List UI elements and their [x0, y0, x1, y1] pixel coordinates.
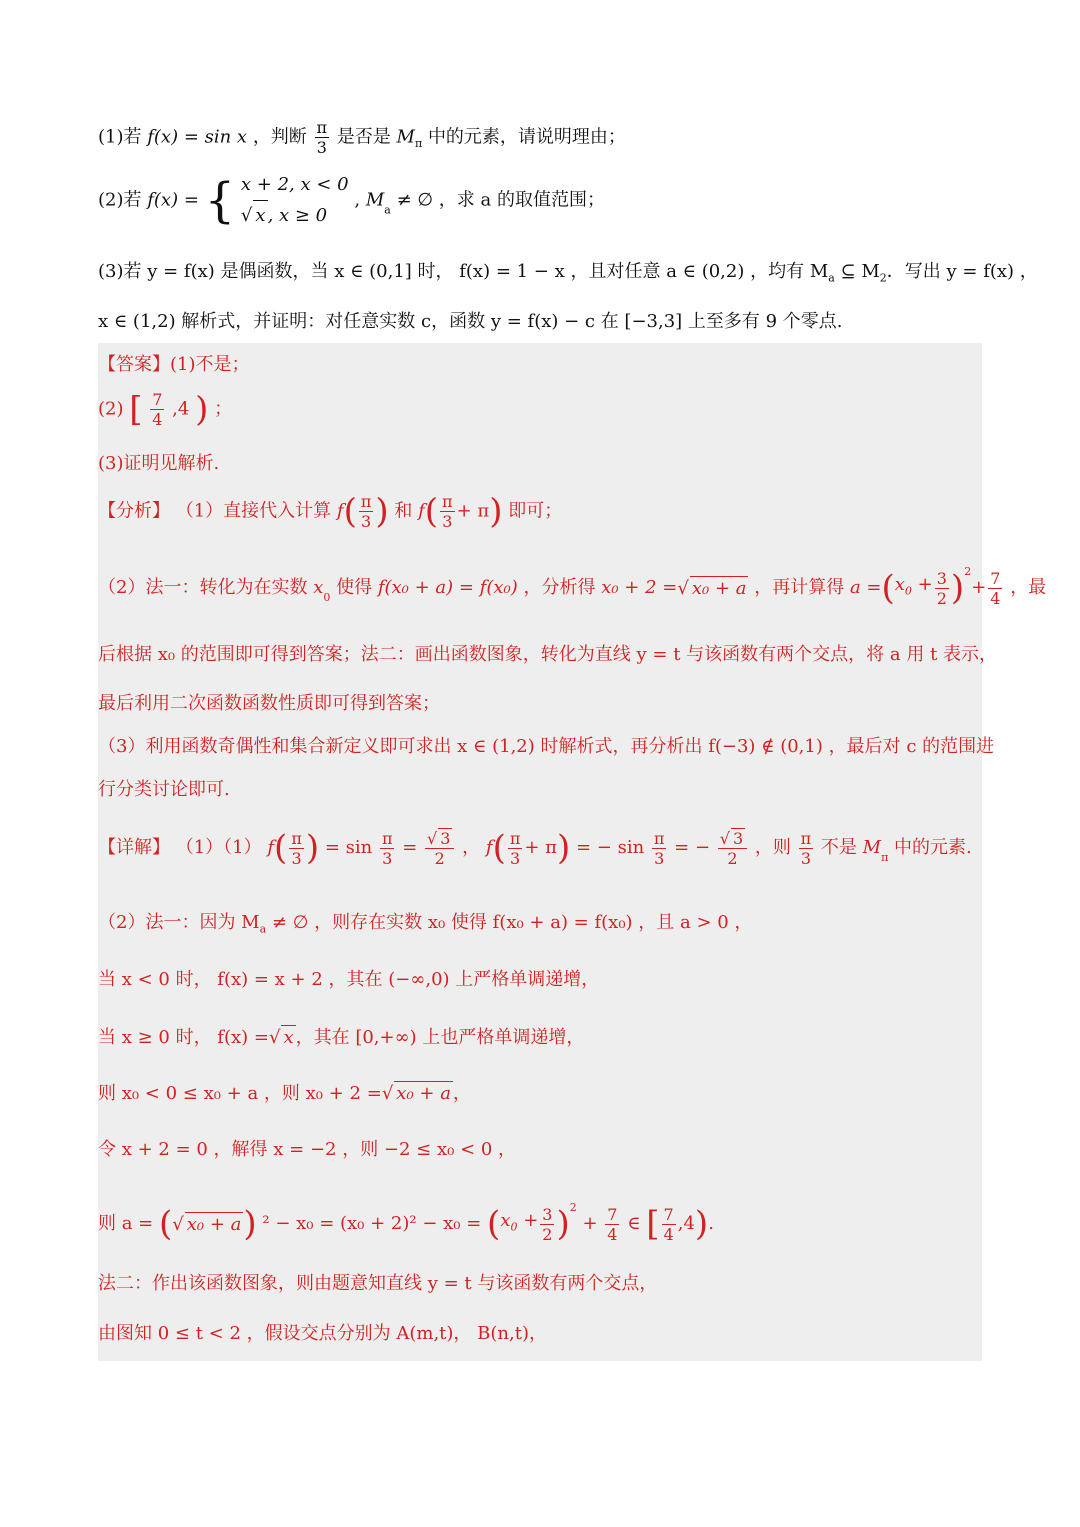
detail-2-line1-sub: a — [259, 922, 267, 936]
q2-brace: { — [204, 172, 236, 229]
q1-text-d: 中的元素，请说明理由； — [427, 126, 626, 148]
detail-1-a: （1）（1） — [175, 837, 262, 858]
analysis-2-line2: 后根据 x₀ 的范围即可得到答案；法二：画出函数图象，转化为直线 y = t 与该函数有两个交点，将 a 用 t 表示， — [98, 644, 998, 665]
answer-1 — [98, 353, 250, 377]
detail-2-line8: 由图知 0 ≤ t < 2 ，假设交点分别为 A(m,t)， B(n,t)， — [98, 1323, 547, 1344]
q2-text: ，求 a 的取值范围； — [438, 189, 605, 211]
detail-1-not: 不是 — [820, 837, 857, 858]
analysis-3-line1: （3）利用函数奇偶性和集合新定义即可求出 x ∈ (1,2) 时解析式，再分析出 f(−3) ∉ (0,1) ，最后对 c 的范围进 — [98, 736, 995, 757]
analysis-1-end: 即可； — [508, 500, 563, 522]
analysis-2-c: ，分析得 — [523, 577, 596, 598]
q2-cases — [241, 170, 349, 231]
analysis-1-f: f — [336, 500, 344, 522]
analysis-2-frac1: $\frac{3}{2}$ — [936, 568, 947, 608]
detail-2-line-4: 则 x₀ < 0 ≤ x₀ + a ，则 x₀ + 2 =√ x₀ + a ， — [98, 1083, 471, 1104]
q2-prefix: (2)若 — [98, 189, 142, 211]
analysis-2-line-1: （2）法一：转化为在实数 $x_0$ 使得 f(x₀ + a) = f(x₀) ，分析得 x₀ + 2 =√ x₀ + a ，再计算得 $a =(x_0$ + $\frac{3}{2}$ )$^2$+ $\frac{7}{4}$ ，最 — [98, 565, 1047, 608]
analysis-1-f2: f — [418, 500, 425, 522]
q1-fraction: $\frac{\pi}{3}$ — [316, 118, 328, 157]
analysis-2-line-3 — [98, 692, 440, 716]
detail-1-comma: ， — [462, 837, 481, 858]
paren-right: ) — [195, 389, 209, 430]
analysis-3-line-1 — [98, 735, 994, 759]
answer-2 — [98, 390, 232, 440]
analysis-2-radical: x₀ + a — [691, 577, 747, 599]
detail-2-line6-d: ∈ — [627, 1213, 641, 1234]
analysis-1-and: 和 — [394, 500, 413, 522]
analysis-2-x0: x — [313, 577, 324, 598]
question-2 — [98, 170, 605, 230]
detail-1-set-sub: π — [881, 851, 889, 864]
question-1 — [98, 118, 626, 157]
q1-set: M — [396, 126, 415, 148]
analysis-2-frac2: $\frac{7}{4}$ — [990, 568, 1001, 608]
detail-1-sqrt-frac-2: $\frac{√ 3}{2}$ — [718, 828, 747, 868]
answer-3-text: (3)证明见解析. — [98, 453, 220, 474]
analysis-2-line-2 — [98, 643, 997, 667]
analysis-2-eq2: x₀ + 2 = — [601, 577, 678, 598]
detail-2-line6-radical: x₀ + a — [186, 1213, 242, 1235]
answer-3 — [98, 452, 219, 476]
analysis-1-fraction-2: $\frac{\pi}{3}$ — [442, 492, 453, 531]
q2-ne: ≠ ∅ — [396, 189, 434, 211]
detail-2-line4-a: 则 x₀ < 0 ≤ x₀ + a ，则 x₀ + 2 = — [98, 1083, 382, 1104]
detail-2-line6-frac2: $\frac{7}{4}$ — [607, 1204, 618, 1244]
analysis-2-e: ，最 — [1010, 577, 1047, 598]
detail-2-line6-tail: ,4 — [677, 1213, 695, 1234]
detail-2-line7: 法二：作出该函数图象，则由题意知直线 y = t 与该函数有两个交点， — [98, 1273, 658, 1294]
detail-2-line6-b: ² − x₀ = (x₀ + 2)² − x₀ = — [262, 1213, 482, 1234]
detail-1-eq1: = sin — [324, 837, 373, 858]
q1-text: ，判断 — [252, 126, 307, 148]
analysis-2-b: 使得 — [336, 577, 373, 598]
answer-2-end: ； — [214, 398, 233, 420]
analysis-1-text: （1）直接代入计算 — [175, 500, 332, 522]
detail-2-line3-radical: x — [283, 1027, 294, 1048]
detail-2-line-3: 当 x ≥ 0 时， f(x) =√ x ，其在 [0,+∞) 上也严格单调递增， — [98, 1027, 585, 1048]
detail-label: 【详解】 — [98, 837, 170, 858]
detail-2-line-5 — [98, 1138, 516, 1162]
detail-2-line3-b: ，其在 [0,+∞) 上也严格单调递增， — [295, 1027, 585, 1048]
detail-2-line5: 令 x + 2 = 0 ，解得 x = −2 ，则 −2 ≤ x₀ < 0 ， — [98, 1139, 517, 1160]
q1-set-sub: π — [414, 137, 423, 151]
answer-2-tail: ,4 — [172, 398, 190, 420]
detail-1-eq1b: = — [402, 837, 418, 858]
q2-set-sub: a — [384, 203, 391, 217]
detail-2-line6-frac3: $\frac{7}{4}$ — [663, 1204, 674, 1244]
detail-2-line6-end: . — [708, 1213, 714, 1234]
analysis-label: 【分析】 — [98, 500, 170, 522]
detail-2-line6-a: 则 a = — [98, 1213, 154, 1234]
q3-line1-c: ．写出 y = f(x) ， — [886, 261, 1038, 282]
q2-comma: , — [354, 189, 361, 211]
analysis-2-eq3: a = — [849, 577, 882, 598]
q1-text-c: 是否是 — [336, 126, 391, 148]
detail-2-line4-radical: x₀ + a — [396, 1083, 451, 1104]
question-3-line-2 — [98, 310, 843, 334]
detail-2-line-1 — [98, 911, 752, 942]
answer-2-fraction: $\frac{7}{4}$ — [152, 390, 163, 429]
analysis-1: 【分析】 （1）直接代入计算 f( $\frac{\pi}{3}$ ) 和 f( $\frac{\pi}{3}$ + π) 即可； — [98, 491, 563, 532]
detail-1: 【详解】 （1）（1） f( $\frac{\pi}{3}$ ) = sin $\frac{\pi}{3}$ = $\frac{√ 3}{2}$ ， f( $\frac{\pi}{3}$ + π) = − sin $\frac{\pi}{3}$ = − $\frac{√ 3}{2}$ ，则 $\frac{\pi}{3}$ 不是 $M_\pi$ 中的元素. — [98, 828, 972, 868]
q2-set: M — [365, 189, 385, 211]
q2-lhs: f(x) = — [147, 189, 199, 211]
analysis-2-a: （2）法一：转化为在实数 — [98, 577, 308, 598]
detail-1-eq2: = − sin — [575, 837, 645, 858]
detail-2-line3-a: 当 x ≥ 0 时， f(x) = — [98, 1027, 269, 1048]
q3-line1-a: (3)若 y = f(x) 是偶函数，当 x ∈ (0,1] 时， f(x) = 1 − x ，且对任意 a ∈ (0,2) ，均有 M — [98, 261, 829, 282]
answer-label: 【答案】 — [98, 354, 170, 375]
q2-case-1: x + 2, x < 0 — [240, 174, 349, 195]
analysis-1-plus: + π — [456, 500, 490, 522]
detail-1-frac-e: $\frac{\pi}{3}$ — [800, 828, 812, 868]
detail-2-line-7 — [98, 1272, 657, 1296]
detail-1-frac-c: $\frac{\pi}{3}$ — [509, 828, 521, 868]
q3-line1-b: ⊆ M — [834, 261, 880, 282]
analysis-2-line3: 最后利用二次函数函数性质即可得到答案； — [98, 693, 440, 714]
detail-1-frac-b: $\frac{\pi}{3}$ — [381, 828, 393, 868]
detail-2-line-8 — [98, 1322, 547, 1346]
answer-1-text: (1)不是； — [170, 354, 250, 375]
q3-line1-sub: a — [828, 271, 835, 285]
detail-2-line-2 — [98, 968, 599, 992]
q2-case-2: √ x , x ≥ 0 — [241, 200, 349, 231]
question-3-line-1 — [98, 260, 1038, 291]
q3-line2: x ∈ (1,2) 解析式，并证明：对任意实数 c，函数 y = f(x) − c 在 [−3,3] 上至多有 9 个零点. — [98, 311, 843, 332]
q1-prefix: (1)若 — [98, 126, 142, 148]
detail-2-line-6: 则 a = (√ x₀ + a) $^2 - x_0 = (x_0 + 2)^2 - x_0 = (x_0$ + $\frac{3}{2}$ )$^2$ + $\frac{7}{4}$ ∈ [ $\frac{7}{4}$ ,4). — [98, 1201, 714, 1244]
detail-2-line6-frac1: $\frac{3}{2}$ — [542, 1204, 553, 1244]
answer-2-prefix: (2) — [98, 398, 124, 420]
detail-1-frac-a: $\frac{\pi}{3}$ — [291, 828, 302, 868]
detail-2-line2: 当 x < 0 时， f(x) = x + 2 ，其在 (−∞,0) 上严格单调递增， — [98, 969, 600, 990]
analysis-3-line2: 行分类讨论即可. — [98, 779, 230, 800]
analysis-3-line-2 — [98, 778, 230, 802]
q1-function: f(x) = sin x — [147, 126, 248, 148]
detail-1-eq2b: = − — [674, 837, 711, 858]
detail-1-end: 中的元素. — [894, 837, 972, 858]
detail-1-then: ，则 — [754, 837, 791, 858]
q3-line1-sub2: 2 — [879, 271, 887, 285]
detail-2-line1-a: （2）法一：因为 M — [98, 912, 260, 933]
detail-2-line6-c: + — [582, 1213, 598, 1234]
detail-1-frac-d: $\frac{\pi}{3}$ — [653, 828, 665, 868]
detail-1-sqrt-frac: $\frac{√ 3}{2}$ — [425, 828, 454, 868]
analysis-2-d: ，再计算得 — [754, 577, 845, 598]
detail-2-line1-b: ≠ ∅ ，则存在实数 x₀ 使得 f(x₀ + a) = f(x₀) ，且 a > 0 ， — [266, 912, 753, 933]
analysis-2-eq1: f(x₀ + a) = f(x₀) — [377, 577, 518, 598]
analysis-1-fraction: $\frac{\pi}{3}$ — [360, 492, 372, 531]
bracket-left: [ — [129, 389, 143, 430]
detail-1-set: M — [862, 837, 882, 858]
detail-2-line4-b: ， — [452, 1083, 471, 1104]
